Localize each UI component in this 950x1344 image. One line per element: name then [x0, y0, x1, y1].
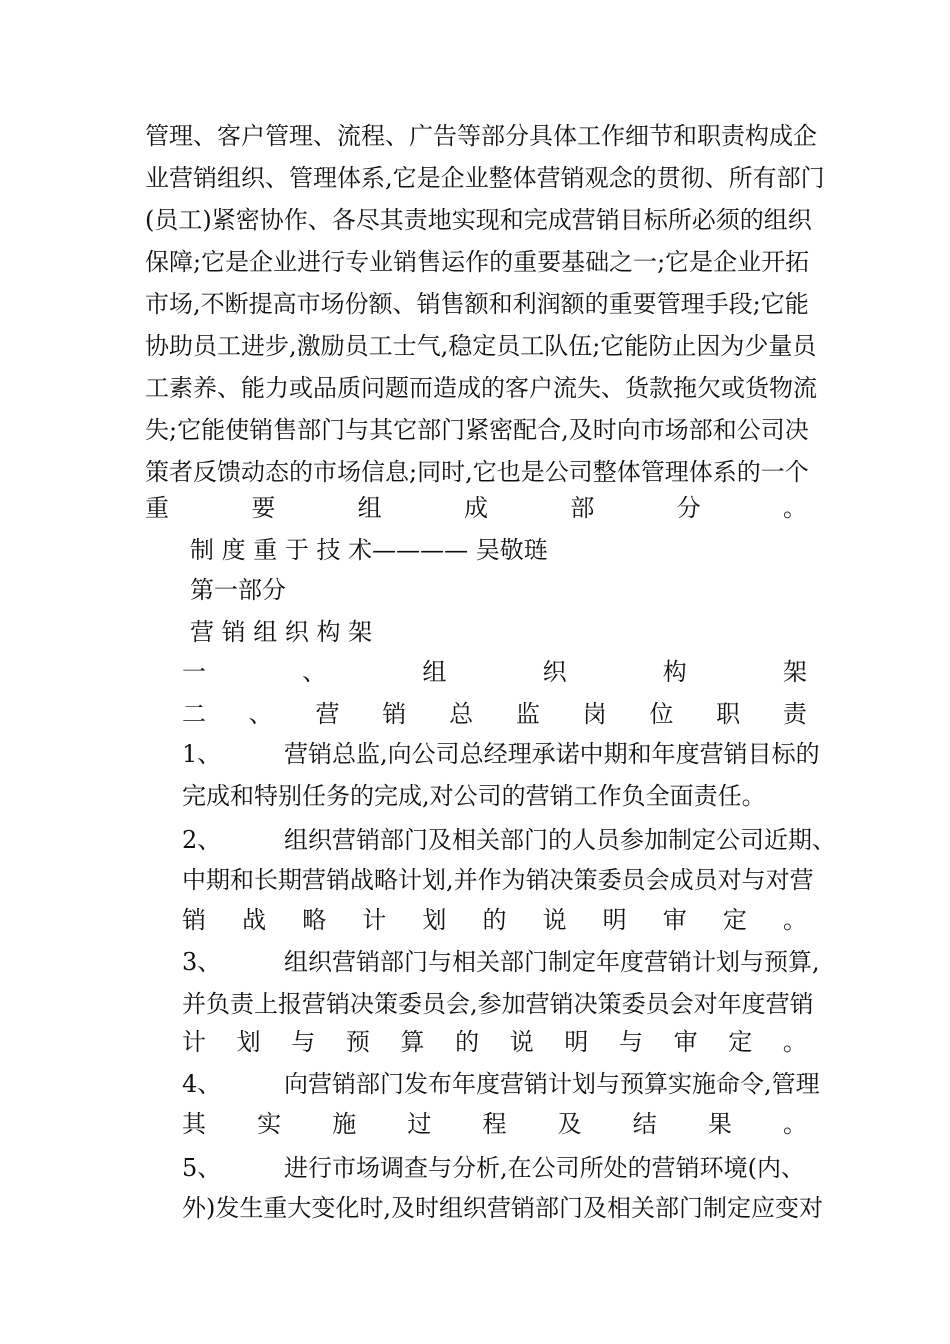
- paragraph-line: 保障;它是企业进行专业销售运作的重要基础之一;它是企业开拓: [145, 248, 810, 276]
- duty-text: 向营销部门发布年度营销计划与预算实施命令,管理: [284, 1070, 820, 1098]
- char: 。: [782, 906, 807, 934]
- char: 的: [455, 1028, 480, 1056]
- paragraph-last-line: [145, 488, 807, 528]
- char: 要: [251, 494, 276, 522]
- section-title: 营 销 组 织 构 架: [190, 618, 373, 646]
- char: 审: [673, 1028, 698, 1056]
- char: 其: [182, 1110, 206, 1138]
- char: 营: [315, 700, 340, 728]
- char: 施: [332, 1110, 357, 1138]
- paragraph-line: 业营销组织、管理体系,它是企业整体营销观念的贯彻、所有部门: [145, 164, 825, 192]
- duty-line: 完成和特别任务的完成,对公司的营销工作负全面责任。: [182, 782, 766, 810]
- duty-line: 并负责上报营销决策委员会,参加营销决策委员会对年度营销: [182, 990, 814, 1018]
- char: 岗: [582, 700, 607, 728]
- duty-text: 组织营销部门及相关部门的人员参加制定公司近期、: [284, 826, 836, 854]
- char: 定: [722, 906, 747, 934]
- char: 职: [716, 700, 741, 728]
- duty-item: [182, 942, 820, 982]
- char: 计: [182, 1028, 206, 1056]
- char: 一: [182, 658, 206, 686]
- char: 说: [542, 906, 567, 934]
- char: 程: [482, 1110, 507, 1138]
- char: 监: [515, 700, 540, 728]
- char: 结: [632, 1110, 657, 1138]
- part-title: 第一部分: [190, 576, 286, 604]
- paragraph-line: 工素养、能力或品质问题而造成的客户流失、货款拖欠或货物流: [145, 374, 817, 402]
- paragraph-line: 市场,不断提高市场份额、销售额和利润额的重要管理手段;它能: [145, 290, 809, 318]
- paragraph-line: 协助员工进步,激励员工士气,稳定员工队伍;它能防止因为少量员: [145, 332, 817, 360]
- char: 略: [302, 906, 327, 934]
- char: 过: [407, 1110, 432, 1138]
- duty-spread-line: [182, 1022, 807, 1062]
- char: 说: [509, 1028, 534, 1056]
- char: 总: [449, 700, 474, 728]
- char: 的: [482, 906, 507, 934]
- char: 组: [422, 658, 447, 686]
- char: 果: [707, 1110, 732, 1138]
- heading-item-two: [182, 694, 807, 734]
- char: 销: [182, 906, 206, 934]
- char: 重: [145, 494, 169, 522]
- char: 位: [649, 700, 674, 728]
- char: 构: [662, 658, 687, 686]
- duty-number: 1、: [182, 740, 222, 768]
- duty-line: 中期和长期营销战略计划,并作为销决策委员会成员对与对营: [182, 866, 814, 894]
- duty-spread-line: [182, 900, 807, 940]
- char: 算: [400, 1028, 425, 1056]
- paragraph-line: 管理、客户管理、流程、广告等部分具体工作细节和职责构成企: [145, 122, 817, 150]
- paragraph-line: (员工)紧密协作、各尽其责地实现和完成营销目标所必须的组织: [145, 206, 812, 234]
- duty-line: 外)发生重大变化时,及时组织营销部门及相关部门制定应变对: [182, 1194, 823, 1222]
- char: 实: [257, 1110, 282, 1138]
- char: 定: [728, 1028, 753, 1056]
- duty-number: 5、: [182, 1154, 222, 1182]
- duty-item: [182, 734, 820, 774]
- char: 与: [291, 1028, 316, 1056]
- char: 审: [662, 906, 687, 934]
- char: 销: [382, 700, 407, 728]
- char: 组: [357, 494, 382, 522]
- duty-number: 3、: [182, 948, 222, 976]
- char: 战: [242, 906, 267, 934]
- char: 、: [302, 658, 327, 686]
- char: 。: [782, 1028, 807, 1056]
- duty-text: 组织营销部门与相关部门制定年度营销计划与预算,: [284, 948, 820, 976]
- duty-item: [182, 1148, 807, 1188]
- paragraph-line: 失;它能使销售部门与其它部门紧密配合,及时向市场部和公司决: [145, 416, 809, 444]
- char: 架: [782, 658, 807, 686]
- duty-text: 营销总监,向公司总经理承诺中期和年度营销目标的: [284, 740, 820, 768]
- duty-item: [182, 1064, 820, 1104]
- char: 。: [782, 494, 807, 522]
- heading-item-one: [182, 652, 807, 692]
- char: 二: [182, 700, 206, 728]
- duty-text: 进行市场调查与分析,在公司所处的营销环境(内、: [284, 1154, 805, 1182]
- motto: 制 度 重 于 技 术———— 吴敬琏: [190, 536, 548, 564]
- char: 责: [782, 700, 807, 728]
- char: 部: [570, 494, 595, 522]
- char: 计: [362, 906, 387, 934]
- char: 划: [422, 906, 447, 934]
- char: 预: [345, 1028, 370, 1056]
- char: 明: [602, 906, 627, 934]
- char: 与: [619, 1028, 643, 1056]
- duty-item: [182, 820, 836, 860]
- paragraph-line: 策者反馈动态的市场信息;同时,它也是公司整体管理体系的一个: [145, 458, 809, 486]
- char: 及: [557, 1110, 582, 1138]
- char: 。: [783, 1110, 807, 1138]
- char: 织: [542, 658, 567, 686]
- char: 成: [463, 494, 488, 522]
- char: 划: [236, 1028, 261, 1056]
- duty-number: 4、: [182, 1070, 222, 1098]
- duty-number: 2、: [182, 826, 222, 854]
- duty-spread-line: [182, 1104, 807, 1144]
- char: 分: [676, 494, 701, 522]
- char: 、: [248, 700, 273, 728]
- char: 明: [564, 1028, 589, 1056]
